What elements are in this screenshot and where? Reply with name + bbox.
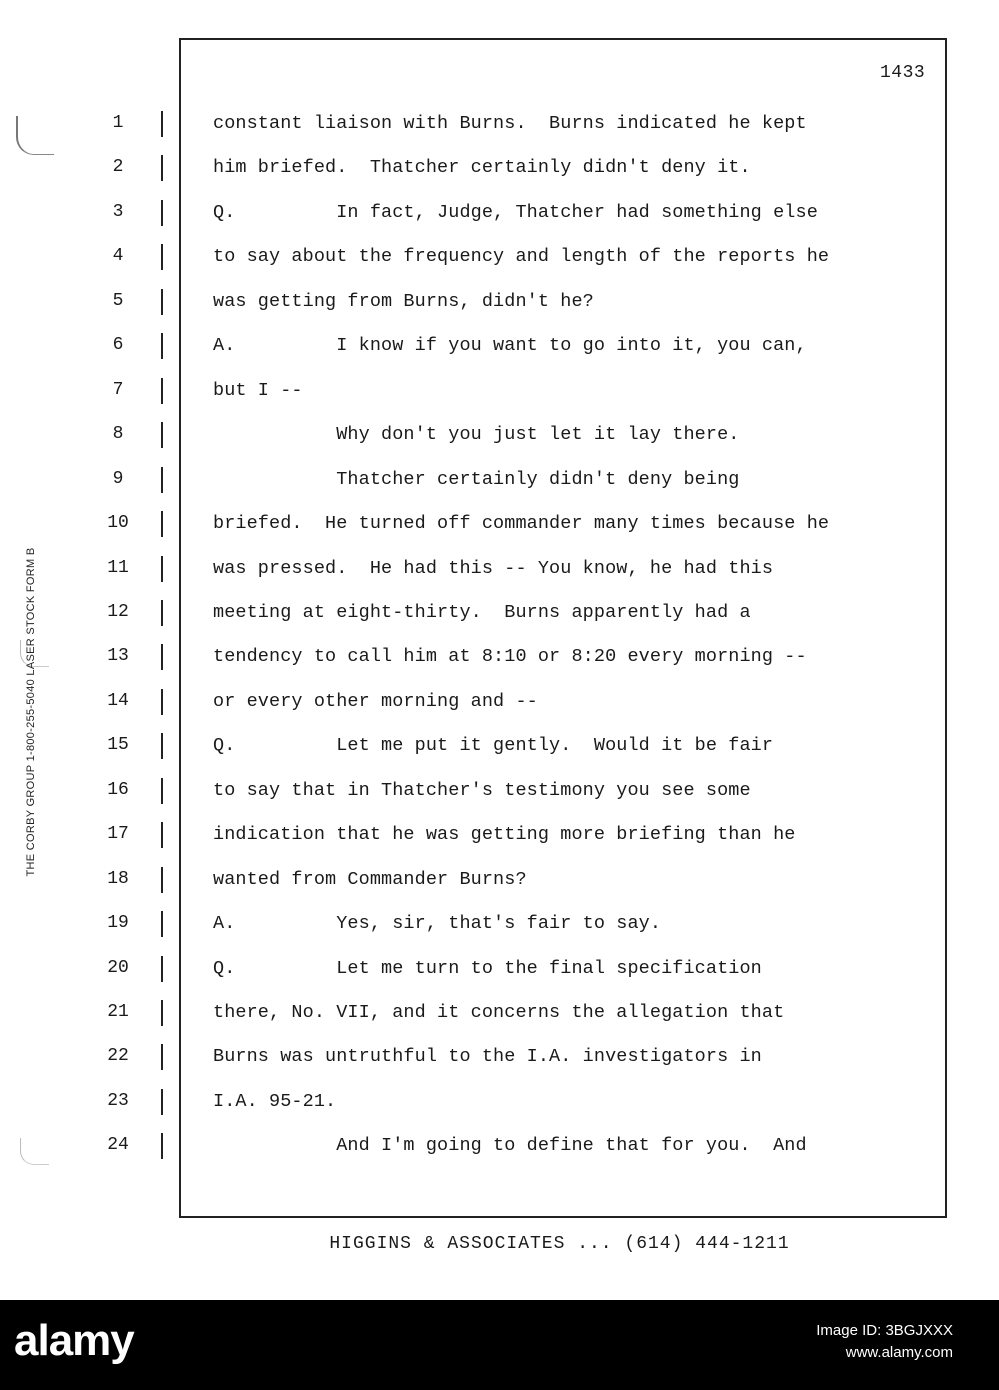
transcript-line: Thatcher certainly didn't deny being (213, 469, 740, 490)
line-number: 13 (107, 646, 129, 666)
line-number: 4 (112, 246, 124, 266)
transcript-line: Q. In fact, Judge, Thatcher had something else (213, 202, 818, 223)
transcript-line: was getting from Burns, didn't he? (213, 291, 594, 312)
transcript-line: tendency to call him at 8:10 or 8:20 every morning -- (213, 646, 807, 667)
transcript-line: indication that he was getting more briefing than he (213, 824, 796, 845)
transcript-line: wanted from Commander Burns? (213, 869, 527, 890)
line-number: 1 (112, 113, 124, 133)
line-number: 20 (107, 958, 129, 978)
footer-reporter: HIGGINS & ASSOCIATES ... (614) 444-1211 (329, 1234, 790, 1254)
side-label: THE CORBY GROUP 1-800-255-5040 LASER STOCK FORM B (25, 547, 37, 877)
transcript-line: or every other morning and -- (213, 691, 538, 712)
transcript-line: Why don't you just let it lay there. (213, 424, 740, 445)
transcript-line: Q. Let me put it gently. Would it be fair (213, 735, 774, 756)
transcript-line: but I -- (213, 380, 303, 401)
line-number: 5 (112, 291, 124, 311)
line-number: 18 (107, 869, 129, 889)
margin-rule (161, 511, 163, 537)
line-number: 16 (107, 780, 129, 800)
corner-mark (16, 116, 54, 155)
watermark-site: www.alamy.com (845, 1344, 953, 1361)
line-number: 10 (107, 513, 129, 533)
margin-rule (161, 600, 163, 626)
transcript-line: was pressed. He had this -- You know, he had this (213, 558, 774, 579)
margin-rule (161, 1133, 163, 1159)
transcript-line: constant liaison with Burns. Burns indicated he kept (213, 113, 807, 134)
margin-rule (161, 1089, 163, 1115)
margin-rule (161, 911, 163, 937)
transcript-line: Q. Let me turn to the final specification (213, 958, 762, 979)
transcript-line: to say about the frequency and length of the reports he (213, 246, 830, 267)
line-number: 23 (107, 1091, 129, 1111)
transcript-line: to say that in Thatcher's testimony you see some (213, 780, 751, 801)
margin-rule (161, 556, 163, 582)
margin-rule (161, 1044, 163, 1070)
margin-rule (161, 333, 163, 359)
line-number: 11 (107, 558, 129, 578)
margin-rule (161, 689, 163, 715)
margin-rule (161, 289, 163, 315)
transcript-line: And I'm going to define that for you. And (213, 1135, 807, 1156)
line-number: 22 (107, 1046, 129, 1066)
transcript-line: I.A. 95-21. (213, 1091, 337, 1112)
margin-rule (161, 778, 163, 804)
margin-rule (161, 155, 163, 181)
margin-rule (161, 422, 163, 448)
line-number: 15 (107, 735, 129, 755)
margin-rule (161, 378, 163, 404)
page-number: 1433 (880, 63, 926, 83)
line-number: 17 (107, 824, 129, 844)
margin-rule (161, 1000, 163, 1026)
line-number: 2 (112, 157, 124, 177)
line-number: 6 (112, 335, 124, 355)
watermark-info (816, 1320, 953, 1364)
transcript-line: briefed. He turned off commander many times because he (213, 513, 830, 534)
margin-rule (161, 733, 163, 759)
transcript-line: Burns was untruthful to the I.A. investigators in (213, 1046, 762, 1067)
transcript-line: there, No. VII, and it concerns the allegation that (213, 1002, 785, 1023)
watermark-image-id: Image ID: 3BGJXXX (816, 1322, 953, 1339)
line-number: 19 (107, 913, 129, 933)
watermark-brand: alamy (14, 1316, 134, 1365)
margin-rule (161, 111, 163, 137)
margin-rule (161, 822, 163, 848)
line-number: 9 (112, 469, 124, 489)
line-number: 12 (107, 602, 129, 622)
transcript-line: A. Yes, sir, that's fair to say. (213, 913, 662, 934)
transcript-line: meeting at eight-thirty. Burns apparently had a (213, 602, 751, 623)
line-number: 21 (107, 1002, 129, 1022)
margin-rule (161, 644, 163, 670)
transcript-line: him briefed. Thatcher certainly didn't deny it. (213, 157, 751, 178)
line-number: 3 (112, 202, 124, 222)
punch-hole (20, 1138, 49, 1165)
transcript-line: A. I know if you want to go into it, you can, (213, 335, 807, 356)
margin-rule (161, 956, 163, 982)
line-number: 8 (112, 424, 124, 444)
margin-rule (161, 467, 163, 493)
line-number: 14 (107, 691, 129, 711)
margin-rule (161, 200, 163, 226)
line-number: 24 (107, 1135, 129, 1155)
line-number: 7 (112, 380, 124, 400)
margin-rule (161, 244, 163, 270)
margin-rule (161, 867, 163, 893)
